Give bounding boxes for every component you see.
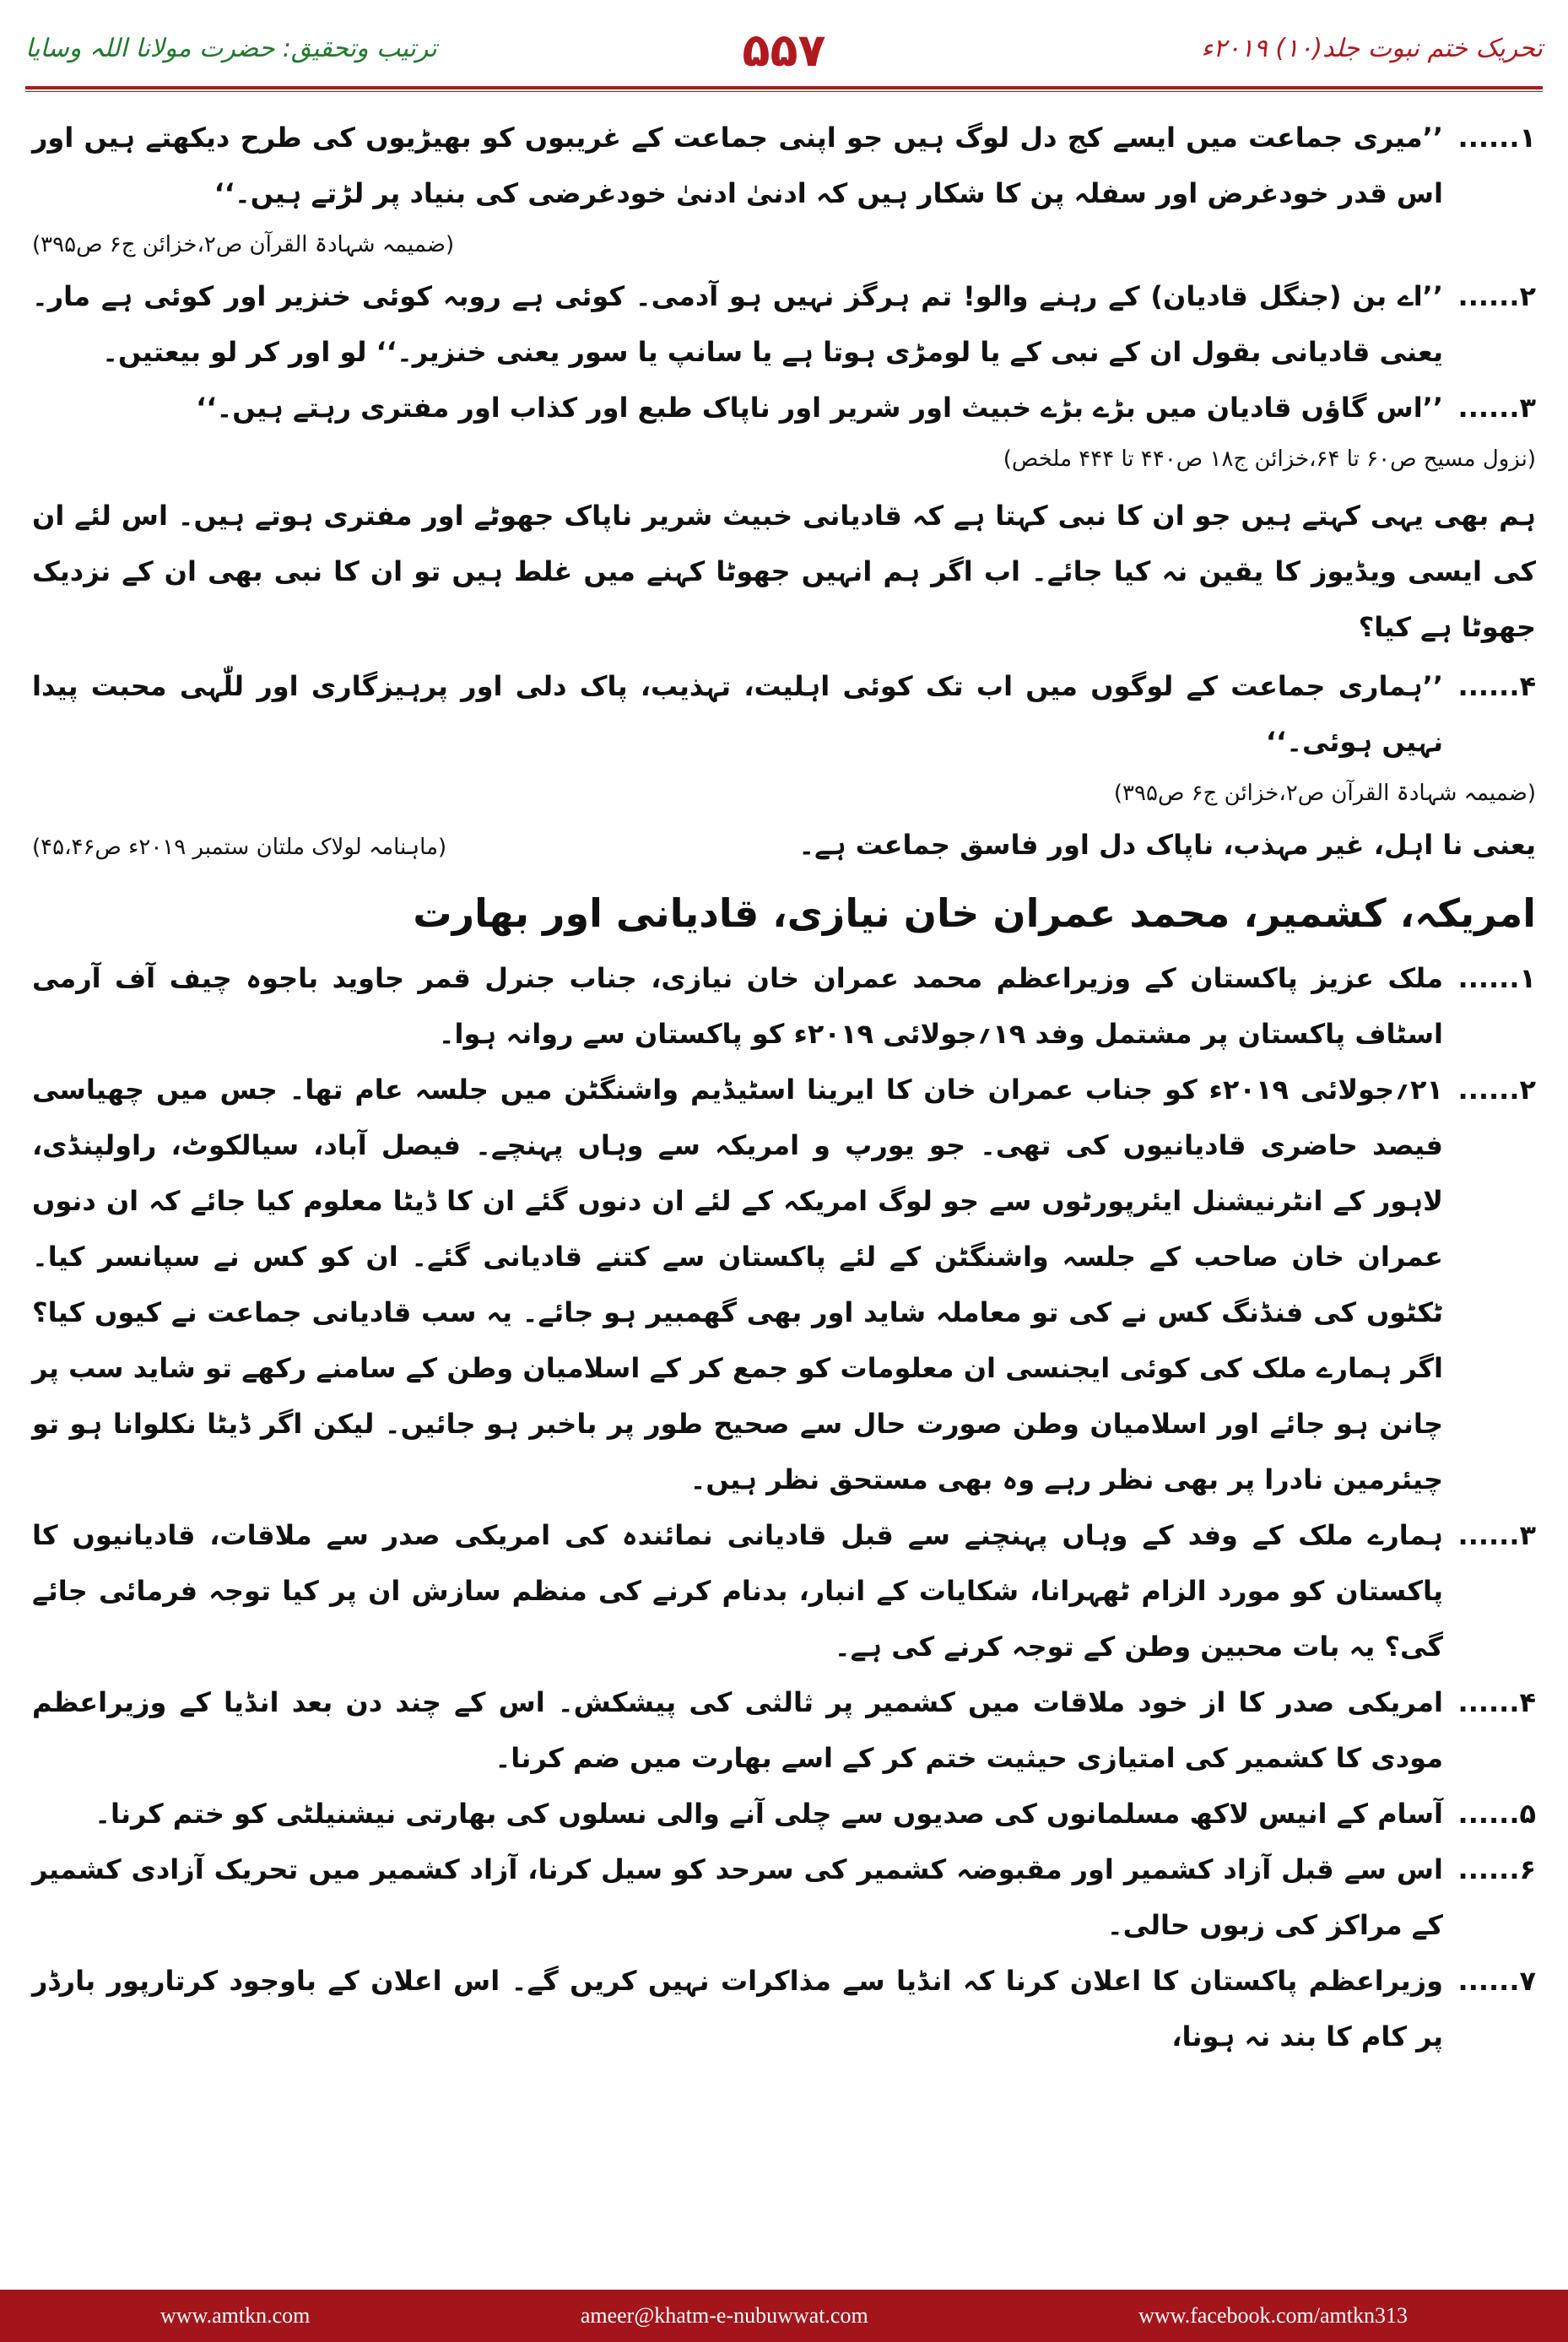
header-divider — [25, 86, 1543, 89]
page-number: ۵۵۷ — [742, 24, 826, 77]
list-item — [32, 380, 1536, 435]
item-text: ’’اس گاؤں قادیان میں بڑے بڑے خبیث اور شریر اور ناپاک طبع اور کذاب اور مفتری رہتے ہیں۔‘‘ — [196, 392, 1443, 424]
item-number: ۴...... — [1457, 1686, 1536, 1718]
summary-text: یعنی نا اہل، غیر مہذب، ناپاک دل اور فاسق جماعت ہے۔ — [798, 829, 1536, 861]
item-text: امریکی صدر کا از خود ملاقات میں کشمیر پر ثالثی کی پیشکش۔ اس کے چند دن بعد انڈیا کے وزیراعظم مودی کا کشمیر کی امتیازی حیثیت ختم کر کے اسے بھارت میں ضم کرنا۔ — [32, 1686, 1443, 1774]
list-item — [32, 1786, 1536, 1842]
summary-row — [32, 817, 1536, 873]
list-item — [32, 268, 1536, 380]
item-number: ۷...... — [1457, 1965, 1536, 1997]
commentary-paragraph: ہم بھی یہی کہتے ہیں جو ان کا نبی کہتا ہے کہ قادیانی خبیث شریر ناپاک جھوٹے اور مفتری ہوتے ہیں۔ اس لئے ان کی ایسی ویڈیوز کا یقین نہ کیا جائے۔ اب اگر ہم انہیں جھوٹا کہنے میں غلط ہیں تو ان کا نبی بھی ان کے نزدیک جھوٹا ہے کیا؟ — [32, 500, 1536, 643]
footer-website-link[interactable]: www.amtkn.com — [160, 2303, 311, 2328]
item-text: ہمارے ملک کے وفد کے وہاں پہنچنے سے قبل قادیانی نمائندہ کی امریکی صدر سے ملاقات، قادیانیوں کا پاکستان کو مورد الزام ٹھہرانا، شکایات کے انبار، بدنام کرنے کی منظم سازش ان پر کیا توجہ فرمائی جائے گی؟ یہ بات محبین وطن کے توجہ کرنے کی ہے۔ — [32, 1519, 1443, 1663]
list-item — [32, 1674, 1536, 1786]
list-item — [32, 1507, 1536, 1674]
citation: (ضمیمہ شہادۃ القرآن ص۲،خزائن ج۶ ص۳۹۵) — [1113, 781, 1536, 806]
footer-email-link[interactable]: ameer@khatm-e-nubuwwat.com — [580, 2303, 868, 2328]
header-book-title: تحریک ختم نبوت جلد(۱۰) ۲۰۱۹ء — [1201, 34, 1543, 63]
item-number: ۶...... — [1457, 1853, 1536, 1885]
item-text: ۲۱؍جولائی ۲۰۱۹ء کو جناب عمران خان کا ایرینا اسٹیڈیم واشنگٹن میں جلسہ عام تھا۔ جس میں چھیاسی فیصد حاضری قادیانیوں کی تھی۔ جو یورپ و امریکہ سے وہاں پہنچے۔ فیصل آباد، سیالکوٹ، راولپنڈی، لاہور کے انٹرنیشنل ایئرپورٹوں سے جو لوگ امریکہ کے لئے ان دنوں گئے ان کا ڈیٹا معلوم کیا جائے کہ ان دنوں عمران خان صاحب کے جلسہ واشنگٹن کے لئے پاکستان سے کتنے قادیانی گئے۔ ان کو کس نے سپانسر کیا۔ ٹکٹوں کی فنڈنگ کس نے کی تو معاملہ شاید اور بھی گھمبیر ہو جائے۔ یہ سب قادیانی جماعت نے کیوں کیا؟ اگر ہمارے ملک کی کوئی ایجنسی ان معلومات کو جمع کر کے اسلامیان وطن کے سامنے رکھے تو شاید سب پر چانن ہو جائے اور اسلامیان وطن صورت حال سے صحیح طور پر باخبر ہو جائیں۔ لیکن اگر ڈیٹا نکلوانا ہو تو چیئرمین نادرا پر بھی نظر رہے وہ بھی مستحق نظر ہیں۔ — [32, 1074, 1444, 1496]
footer-facebook-link[interactable]: www.facebook.com/amtkn313 — [1138, 2303, 1408, 2328]
page-header — [25, 24, 1543, 83]
list-item — [32, 950, 1536, 1062]
header-divider-thin — [25, 91, 1543, 92]
item-text: ’’میری جماعت میں ایسے کج دل لوگ ہیں جو اپنی جماعت کے غریبوں کو بھیڑیوں کی طرح دیکھتے ہیں اور اس قدر خودغرض اور سفلہ پن کا شکار ہیں کہ ادنیٰ ادنیٰ خودغرضی کی بنیاد پر لڑتے ہیں۔‘‘ — [32, 122, 1443, 209]
item-text: اس سے قبل آزاد کشمیر اور مقبوضہ کشمیر کی سرحد کو سیل کرنا، آزاد کشمیر میں تحریک آزادی کشمیر کے مراکز کی زبوں حالی۔ — [32, 1853, 1443, 1941]
item-text: وزیراعظم پاکستان کا اعلان کرنا کہ انڈیا سے مذاکرات نہیں کریں گے۔ اس اعلان کے باوجود کرتارپور بارڈر پر کام کا بند نہ ہونا، — [32, 1965, 1443, 2053]
page-content — [32, 110, 1536, 2270]
list-item — [32, 1842, 1536, 1953]
item-number: ۳...... — [1457, 1519, 1536, 1551]
list-item — [32, 110, 1536, 221]
item-text: ’’اے بن (جنگل قادیان) کے رہنے والو! تم ہرگز نہیں ہو آدمی۔ کوئی ہے روبہ کوئی خنزیر اور کوئی ہے مار۔ یعنی قادیانی بقول ان کے نبی کے یا لومڑی ہوتا ہے یا سانپ یا سور یعنی خنزیر۔‘‘ لو اور کر لو بیعتیں۔ — [32, 280, 1443, 368]
item-number: ۵...... — [1457, 1798, 1536, 1830]
header-compiler-text: ترتیب وتحقیق: حضرت مولانا اللہ وسایا — [25, 34, 437, 63]
item-text: ملک عزیز پاکستان کے وزیراعظم محمد عمران خان نیازی، جناب جنرل قمر جاوید باجوہ چیف آف آرمی اسٹاف پاکستان پر مشتمل وفد ۱۹؍جولائی ۲۰۱۹ء کو پاکستان سے روانہ ہوا۔ — [32, 962, 1443, 1050]
list-item — [32, 1062, 1536, 1507]
citation: (ضمیمہ شہادۃ القرآن ص۲،خزائن ج۶ ص۳۹۵) — [32, 232, 455, 257]
item-number: ۱...... — [1457, 962, 1536, 994]
page-footer — [0, 2290, 1568, 2342]
section-heading: امریکہ، کشمیر، محمد عمران خان نیازی، قادیانی اور بھارت — [413, 890, 1536, 936]
item-number: ۳...... — [1457, 392, 1536, 424]
list-item — [32, 658, 1536, 770]
item-text: ’’ہماری جماعت کے لوگوں میں اب تک کوئی اہلیت، تہذیب، پاک دلی اور پرہیزگاری اور للّٰہی محبت پیدا نہیں ہوئی۔‘‘ — [32, 670, 1443, 758]
item-text: آسام کے انیس لاکھ مسلمانوں کی صدیوں سے چلی آنے والی نسلوں کی بھارتی نیشنیلٹی کو ختم کرنا۔ — [95, 1798, 1443, 1830]
item-number: ۲...... — [1457, 280, 1536, 312]
item-number: ۴...... — [1457, 670, 1536, 702]
item-number: ۲...... — [1457, 1074, 1536, 1106]
list-item — [32, 1953, 1536, 2064]
item-number: ۱...... — [1457, 122, 1536, 154]
summary-citation: (ماہنامہ لولاک ملتان ستمبر ۲۰۱۹ء ص۴۵،۴۶) — [32, 835, 447, 860]
citation: (نزول مسیح ص۶۰ تا ۶۴،خزائن ج۱۸ ص۴۴۰ تا ۴۴۴ ملخص) — [1003, 446, 1536, 472]
